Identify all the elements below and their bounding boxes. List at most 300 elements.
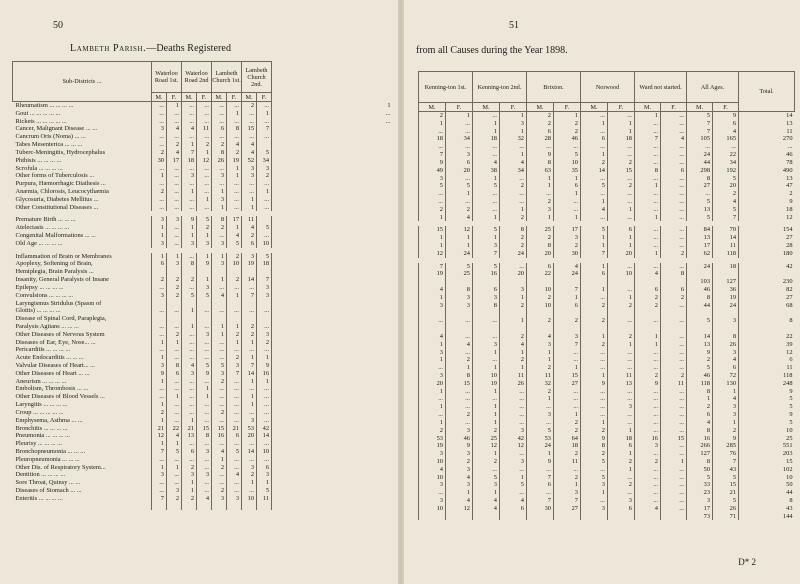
left-cell: ... (182, 118, 197, 126)
left-cell: 1 (167, 253, 182, 261)
right-cell: 10 (739, 474, 795, 482)
right-cell: 1 (608, 128, 635, 136)
left-cell: ... (197, 456, 212, 464)
right-cell: 1 (473, 364, 500, 372)
left-cell: ... (152, 133, 167, 141)
left-cell: 1 (167, 339, 182, 347)
left-cell (257, 216, 272, 224)
left-cell: 3 (152, 216, 167, 224)
right-cell: 3 (608, 403, 635, 411)
table-row (13, 180, 393, 188)
left-cell: 1 (242, 204, 257, 212)
left-cell: 3 (212, 370, 227, 378)
left-trail-cell (272, 362, 393, 370)
left-cell: 7 (242, 362, 257, 370)
right-cell: ... (419, 395, 446, 403)
right-cell: 8 (581, 442, 608, 450)
left-cell: ... (227, 102, 242, 110)
right-cell: 68 (739, 302, 795, 310)
right-cell: 1 (608, 294, 635, 302)
left-cell (257, 300, 272, 308)
right-cell: ... (554, 356, 581, 364)
left-cell: ... (152, 307, 167, 315)
right-cell: 11 (739, 128, 795, 136)
right-cell: 8 (713, 333, 739, 341)
table-row (419, 234, 795, 242)
right-cell: 6 (608, 226, 635, 234)
left-cell: 1 (197, 149, 212, 157)
right-cell: 3 (500, 427, 527, 435)
cause-label: Acute Endocarditis ... ... ... (15, 354, 84, 362)
right-cell: 4 (713, 395, 739, 403)
table-row (419, 427, 795, 435)
left-cell (197, 503, 212, 511)
right-cell: 21 (713, 489, 739, 497)
right-cell: ... (419, 317, 446, 325)
right-cell (527, 513, 554, 521)
right-cell (446, 325, 473, 333)
right-cell: ... (635, 349, 661, 357)
left-cell: 3 (212, 196, 227, 204)
left-cell: 21 (152, 425, 167, 433)
right-cell: 5 (527, 427, 554, 435)
right-cell (687, 270, 713, 278)
left-cell (167, 503, 182, 511)
right-cell: ... (661, 466, 687, 474)
right-cell: 4 (687, 419, 713, 427)
right-cell: 25 (739, 435, 795, 443)
left-cell: 3 (227, 362, 242, 370)
right-cell: 1 (473, 349, 500, 357)
left-cell: ... (197, 409, 212, 417)
left-cell (227, 268, 242, 276)
right-cell: ... (581, 411, 608, 419)
right-cell: 165 (713, 135, 739, 143)
cause-label: Pleurisy ... ... ... ... (15, 440, 63, 448)
left-page-title (70, 43, 231, 54)
right-cell: 5 (713, 497, 739, 505)
right-cell (500, 278, 527, 286)
left-cell: 34 (257, 157, 272, 165)
right-cell: ... (661, 128, 687, 136)
right-cell (554, 513, 581, 521)
right-cell: 2 (687, 356, 713, 364)
right-cell: 2 (500, 302, 527, 310)
sex-f: F. (608, 103, 635, 112)
left-trail-cell: ... (272, 110, 393, 118)
table-row (419, 128, 795, 136)
table-row (419, 159, 795, 167)
right-cell: 1 (419, 120, 446, 128)
left-cell: 4 (227, 471, 242, 479)
cause-label: Glottis) ... ... ... ... (15, 307, 61, 315)
left-cell: 8 (212, 149, 227, 157)
right-cell: 3 (500, 120, 527, 128)
right-cell: ... (500, 388, 527, 396)
left-trail-cell (272, 172, 393, 180)
sub-districts-header: Sub-Districts ... (13, 62, 152, 102)
right-cell (554, 310, 581, 318)
left-trail-cell (272, 464, 393, 472)
right-cell: ... (608, 317, 635, 325)
right-cell: ... (635, 395, 661, 403)
table-row (419, 474, 795, 482)
left-cell: 1 (197, 232, 212, 240)
left-cell: 1 (257, 354, 272, 362)
left-cell: 4 (167, 432, 182, 440)
left-page-number: 50 (53, 20, 63, 31)
right-cell: ... (581, 294, 608, 302)
right-cell: ... (554, 349, 581, 357)
right-cell: 10 (419, 458, 446, 466)
right-cell: 18 (473, 135, 500, 143)
left-cell: ... (152, 118, 167, 126)
left-cell: ... (257, 346, 272, 354)
right-cell: 154 (739, 226, 795, 234)
left-cell: ... (152, 180, 167, 188)
table-row (13, 315, 393, 323)
table-row (419, 325, 795, 333)
left-cell: 5 (227, 240, 242, 248)
left-cell: ... (257, 204, 272, 212)
left-cell: 2 (242, 232, 257, 240)
left-cell: ... (242, 180, 257, 188)
left-cell: ... (227, 479, 242, 487)
left-cell: 1 (227, 292, 242, 300)
left-cell: ... (182, 339, 197, 347)
table-row (13, 487, 393, 495)
right-cell (554, 278, 581, 286)
right-cell: 1 (635, 182, 661, 190)
table-row (13, 188, 393, 196)
cause-label: Atelectasis ... ... ... ... (15, 224, 70, 232)
right-cell: ... (635, 190, 661, 198)
left-cell: 4 (227, 232, 242, 240)
right-cell: 3 (473, 294, 500, 302)
right-cell: 6 (500, 505, 527, 513)
right-cell: ... (635, 411, 661, 419)
right-cell: 3 (713, 349, 739, 357)
right-cell: ... (661, 226, 687, 234)
left-cell: 1 (152, 464, 167, 472)
right-cell: ... (661, 198, 687, 206)
right-cell: ... (419, 143, 446, 151)
right-cell: 16 (687, 435, 713, 443)
right-cell: 15 (661, 435, 687, 443)
table-row (419, 226, 795, 234)
right-cell: 2 (739, 190, 795, 198)
left-cell: ... (182, 354, 197, 362)
right-cell: 15 (419, 226, 446, 234)
right-cell: ... (608, 364, 635, 372)
right-cell (687, 310, 713, 318)
right-cell: 35 (554, 167, 581, 175)
right-cell (527, 325, 554, 333)
left-cell: 5 (257, 224, 272, 232)
left-cell: 2 (152, 409, 167, 417)
right-cell: 1 (473, 403, 500, 411)
right-cell: ... (473, 198, 500, 206)
table-row (13, 448, 393, 456)
left-trail-cell (272, 432, 393, 440)
left-cell: 3 (242, 417, 257, 425)
right-cell: 3 (554, 333, 581, 341)
left-cell: 7 (257, 125, 272, 133)
right-cell: 2 (608, 481, 635, 489)
left-trail-cell (272, 339, 393, 347)
left-cell: 1 (167, 440, 182, 448)
right-cell: 8 (739, 317, 795, 325)
right-cell: 3 (581, 481, 608, 489)
right-cell: 1 (608, 341, 635, 349)
left-cell: 6 (167, 370, 182, 378)
table-row (419, 190, 795, 198)
right-cell: ... (661, 450, 687, 458)
right-cell: 10 (473, 372, 500, 380)
left-cell: 1 (212, 204, 227, 212)
table-row (13, 440, 393, 448)
left-cell: ... (167, 354, 182, 362)
right-cell: 5 (739, 419, 795, 427)
right-cell: 11 (739, 364, 795, 372)
table-row (419, 143, 795, 151)
right-cell: 1 (500, 474, 527, 482)
table-row (419, 497, 795, 505)
left-cell: 1 (212, 253, 227, 261)
right-cell: 2 (554, 317, 581, 325)
right-cell: ... (473, 190, 500, 198)
right-cell: 9 (635, 380, 661, 388)
right-cell: 248 (739, 380, 795, 388)
left-cell: ... (242, 487, 257, 495)
right-cell: 11 (500, 372, 527, 380)
left-cell: 3 (182, 471, 197, 479)
right-cell: 12 (473, 442, 500, 450)
left-cell: ... (257, 456, 272, 464)
left-cell: 9 (257, 362, 272, 370)
left-cell: 2 (152, 149, 167, 157)
table-row (419, 310, 795, 318)
left-cell: ... (182, 253, 197, 261)
right-cell (661, 310, 687, 318)
right-cell: 1 (500, 364, 527, 372)
right-cell: 3 (554, 489, 581, 497)
left-cell: ... (197, 188, 212, 196)
cause-label: Pericarditis ... ... ... ... (15, 346, 71, 354)
right-cell: ... (608, 214, 635, 222)
right-cell: 23 (687, 489, 713, 497)
right-cell: 18 (713, 263, 739, 271)
left-cell: 1 (227, 323, 242, 331)
right-cell: 24 (687, 151, 713, 159)
cause-label: Other forms of Tuberculosis ... (15, 172, 95, 180)
left-table-body (13, 102, 393, 511)
right-cell: 63 (527, 167, 554, 175)
right-cell (608, 278, 635, 286)
right-cell: ... (661, 120, 687, 128)
table-row (13, 370, 393, 378)
left-cell: ... (197, 417, 212, 425)
left-cell: 1 (212, 188, 227, 196)
right-cell: 102 (739, 466, 795, 474)
left-trail-cell (272, 268, 393, 276)
left-cell: ... (227, 385, 242, 393)
right-cell: 1 (713, 388, 739, 396)
right-cell: 73 (687, 513, 713, 521)
right-cell: 26 (713, 505, 739, 513)
right-cell: ... (635, 481, 661, 489)
right-cell: 15 (713, 481, 739, 489)
table-row (13, 300, 393, 308)
left-cell: ... (242, 385, 257, 393)
left-cell: ... (167, 323, 182, 331)
table-row (419, 112, 795, 120)
left-trail-cell: ... (272, 118, 393, 126)
right-cell: 2 (687, 403, 713, 411)
left-cell: ... (167, 417, 182, 425)
right-cell: 7 (687, 128, 713, 136)
left-cell: 1 (242, 339, 257, 347)
right-cell (581, 310, 608, 318)
table-row (419, 450, 795, 458)
left-cell: ... (182, 102, 197, 110)
left-trail-cell (272, 276, 393, 284)
left-trail-cell (272, 232, 393, 240)
right-cell: ... (661, 489, 687, 497)
left-cell: ... (212, 440, 227, 448)
right-cell: 4 (661, 135, 687, 143)
right-cell: 5 (419, 182, 446, 190)
table-row (13, 432, 393, 440)
left-cell: ... (212, 346, 227, 354)
right-cell: 18 (608, 435, 635, 443)
right-cell: 6 (527, 263, 554, 271)
left-cell: ... (227, 487, 242, 495)
right-cell: ... (500, 466, 527, 474)
sex-f: F. (500, 103, 527, 112)
right-cell: 2 (446, 411, 473, 419)
right-cell: 2 (608, 458, 635, 466)
right-cell: 4 (713, 356, 739, 364)
left-cell: ... (257, 323, 272, 331)
right-cell: 3 (554, 234, 581, 242)
right-cell: 2 (500, 242, 527, 250)
left-cell: ... (197, 346, 212, 354)
right-cell: 1 (419, 242, 446, 250)
right-cell: 4 (446, 497, 473, 505)
right-cell: ... (635, 474, 661, 482)
right-cell: ... (635, 151, 661, 159)
left-cell: 3 (167, 487, 182, 495)
left-cell: 3 (257, 471, 272, 479)
right-cell: 9 (687, 349, 713, 357)
table-row (13, 276, 393, 284)
right-cell: ... (473, 112, 500, 120)
left-cell: 1 (197, 385, 212, 393)
left-cell: ... (167, 307, 182, 315)
table-row (13, 362, 393, 370)
right-cell: 18 (739, 206, 795, 214)
left-cell: ... (182, 133, 197, 141)
left-cell: ... (212, 471, 227, 479)
left-cell: ... (257, 409, 272, 417)
right-cell: ... (581, 395, 608, 403)
cause-label: Embolism, Thrombosis ... ... (15, 385, 89, 393)
right-cell (661, 513, 687, 521)
right-cell: ... (608, 175, 635, 183)
left-cell: 3 (197, 448, 212, 456)
left-trail-cell (272, 440, 393, 448)
right-cell: 3 (419, 450, 446, 458)
table-row (13, 393, 393, 401)
left-cell (257, 268, 272, 276)
left-cell: ... (212, 339, 227, 347)
right-cell: 13 (739, 120, 795, 128)
table-row (419, 333, 795, 341)
left-cell: ... (152, 110, 167, 118)
right-cell: 3 (419, 175, 446, 183)
right-cell: 13 (687, 341, 713, 349)
right-cell: 1 (446, 234, 473, 242)
left-cell: ... (197, 464, 212, 472)
left-cell: ... (257, 401, 272, 409)
left-cell: 2 (227, 276, 242, 284)
right-cell: 10 (608, 270, 635, 278)
left-cell: ... (257, 307, 272, 315)
right-cell: 5 (713, 175, 739, 183)
right-cell (419, 310, 446, 318)
right-cell: 1 (446, 489, 473, 497)
table-row (419, 206, 795, 214)
right-cell: 13 (687, 206, 713, 214)
left-cell: ... (167, 172, 182, 180)
right-cell: 5 (581, 474, 608, 482)
right-cell: 11 (554, 458, 581, 466)
right-cell: 14 (687, 333, 713, 341)
right-cell: 14 (581, 167, 608, 175)
right-cell: 34 (446, 135, 473, 143)
left-cell: 13 (182, 432, 197, 440)
right-cell: 4 (554, 263, 581, 271)
right-cell: ... (661, 481, 687, 489)
right-cell: 50 (739, 481, 795, 489)
right-cell: ... (608, 151, 635, 159)
right-cell: ... (446, 333, 473, 341)
left-cell: ... (227, 393, 242, 401)
right-cell: 2 (500, 356, 527, 364)
left-cell: ... (242, 133, 257, 141)
right-cell: 42 (500, 435, 527, 443)
left-cell (227, 315, 242, 323)
right-cell: 2 (554, 450, 581, 458)
left-trail-cell (272, 284, 393, 292)
left-cell: 2 (182, 495, 197, 503)
right-cell: ... (661, 442, 687, 450)
right-cell: 4 (473, 159, 500, 167)
right-cell: 7 (554, 286, 581, 294)
left-cell: 15 (242, 125, 257, 133)
left-cell: ... (152, 346, 167, 354)
left-cell: 5 (197, 216, 212, 224)
right-cell: 11 (661, 380, 687, 388)
right-cell: 1 (527, 395, 554, 403)
right-cell: 1 (446, 242, 473, 250)
right-cell: ... (661, 182, 687, 190)
right-cell: 2 (473, 458, 500, 466)
right-cell: 127 (713, 278, 739, 286)
right-cell: 2 (554, 474, 581, 482)
left-cell (182, 503, 197, 511)
